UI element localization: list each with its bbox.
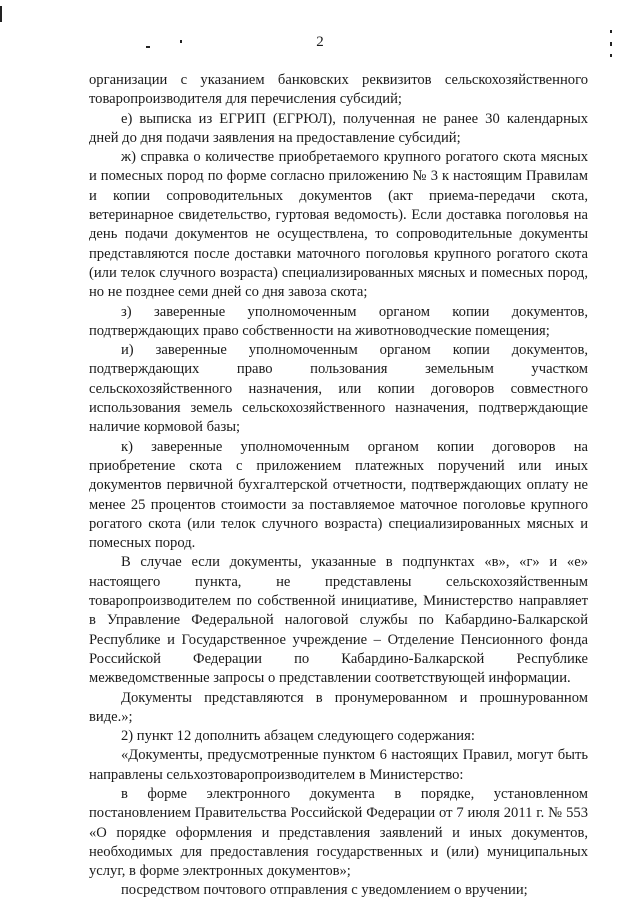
paragraph-item-z: з) заверенные уполномоченным органом копии документов, подтверждающих право собственности на животноводческие помещения;: [89, 303, 588, 339]
document-body: [89, 71, 588, 901]
page-number: 2: [316, 34, 324, 50]
paragraph-item-i: и) заверенные уполномоченным органом копии документов, подтверждающих право пользования земельным участком сельскохозяйственного назначения, или копии договоров совместного использования земель сельскохозяйственного назначения, подтверждающие наличие кормовой базы;: [89, 342, 588, 436]
paragraph-item-zh: ж) справка о количестве приобретаемого крупного рогатого скота мясных и помесных пород по форме согласно приложению № 3 к настоящим Правилам и копии сопроводительных документов (акт приема-передачи скота, ветеринарное свидетельство, гуртовая ведомость). Если доставка поголовья на день подачи документов не осуществлена, то сопроводительные документы представляются после доставки маточного поголовья крупного рогатого скота (или телок случного возраста) специализированных мясных и помесных пород, но не позднее семи дней со дня завоза скота;: [89, 149, 588, 301]
scan-mark-left-top: [0, 6, 2, 22]
scan-mark-right-3: [610, 54, 612, 57]
paragraph-interagency-requests: В случае если документы, указанные в подпунктах «в», «г» и «е» настоящего пункта, не представлены сельскохозяйственным товаропроизводителем по собственной инициативе, Министерство направляет в Управление Федеральной налоговой службы по Кабардино-Балкарской Республике и Государственное учреждение – Отделение Пенсионного фонда Российской Федерации по Кабардино-Балкарской Республике межведомственные запросы о представлении соответствующей информации.: [89, 554, 588, 687]
paragraph-document-format: Документы представляются в пронумерованном и прошнурованном виде.»;: [89, 689, 588, 725]
paragraph-bank-details: организации с указанием банковских реквизитов сельскохозяйственного товаропроизводителя для перечисления субсидий;: [89, 72, 588, 108]
paragraph-item-k: к) заверенные уполномоченным органом копии договоров на приобретение скота с приложением платежных поручений или иных документов первичной бухгалтерской отчетности, подтверждающих оплату не менее 25 процентов стоимости за поставляемое маточное поголовье крупного рогатого скота (или телок случного возраста) специализированных мясных и помесных пород.: [89, 438, 588, 552]
paragraph-electronic-form: в форме электронного документа в порядке, установленном постановлением Правительства Российской Федерации от 7 июля 2011 г. № 553 «О порядке оформления и представления заявлений и иных документов, необходимых для предоставления государственных и (или) муниципальных услуг, в форме электронных документов»;: [89, 785, 588, 880]
paragraph-item-e: е) выписка из ЕГРИП (ЕГРЮЛ), полученная не ранее 30 календарных дней до дня подачи заявления на предоставление субсидий;: [89, 110, 588, 146]
scan-mark-right-1: [610, 30, 612, 33]
paragraph-submission-methods: «Документы, предусмотренные пунктом 6 настоящих Правил, могут быть направлены сельхозтоваропроизводителем в Министерство:: [89, 747, 588, 783]
paragraph-postal-mail: посредством почтового отправления с уведомлением о вручении;: [121, 882, 528, 899]
paragraph-amendment-point-12: 2) пункт 12 дополнить абзацем следующего содержания:: [121, 728, 475, 745]
